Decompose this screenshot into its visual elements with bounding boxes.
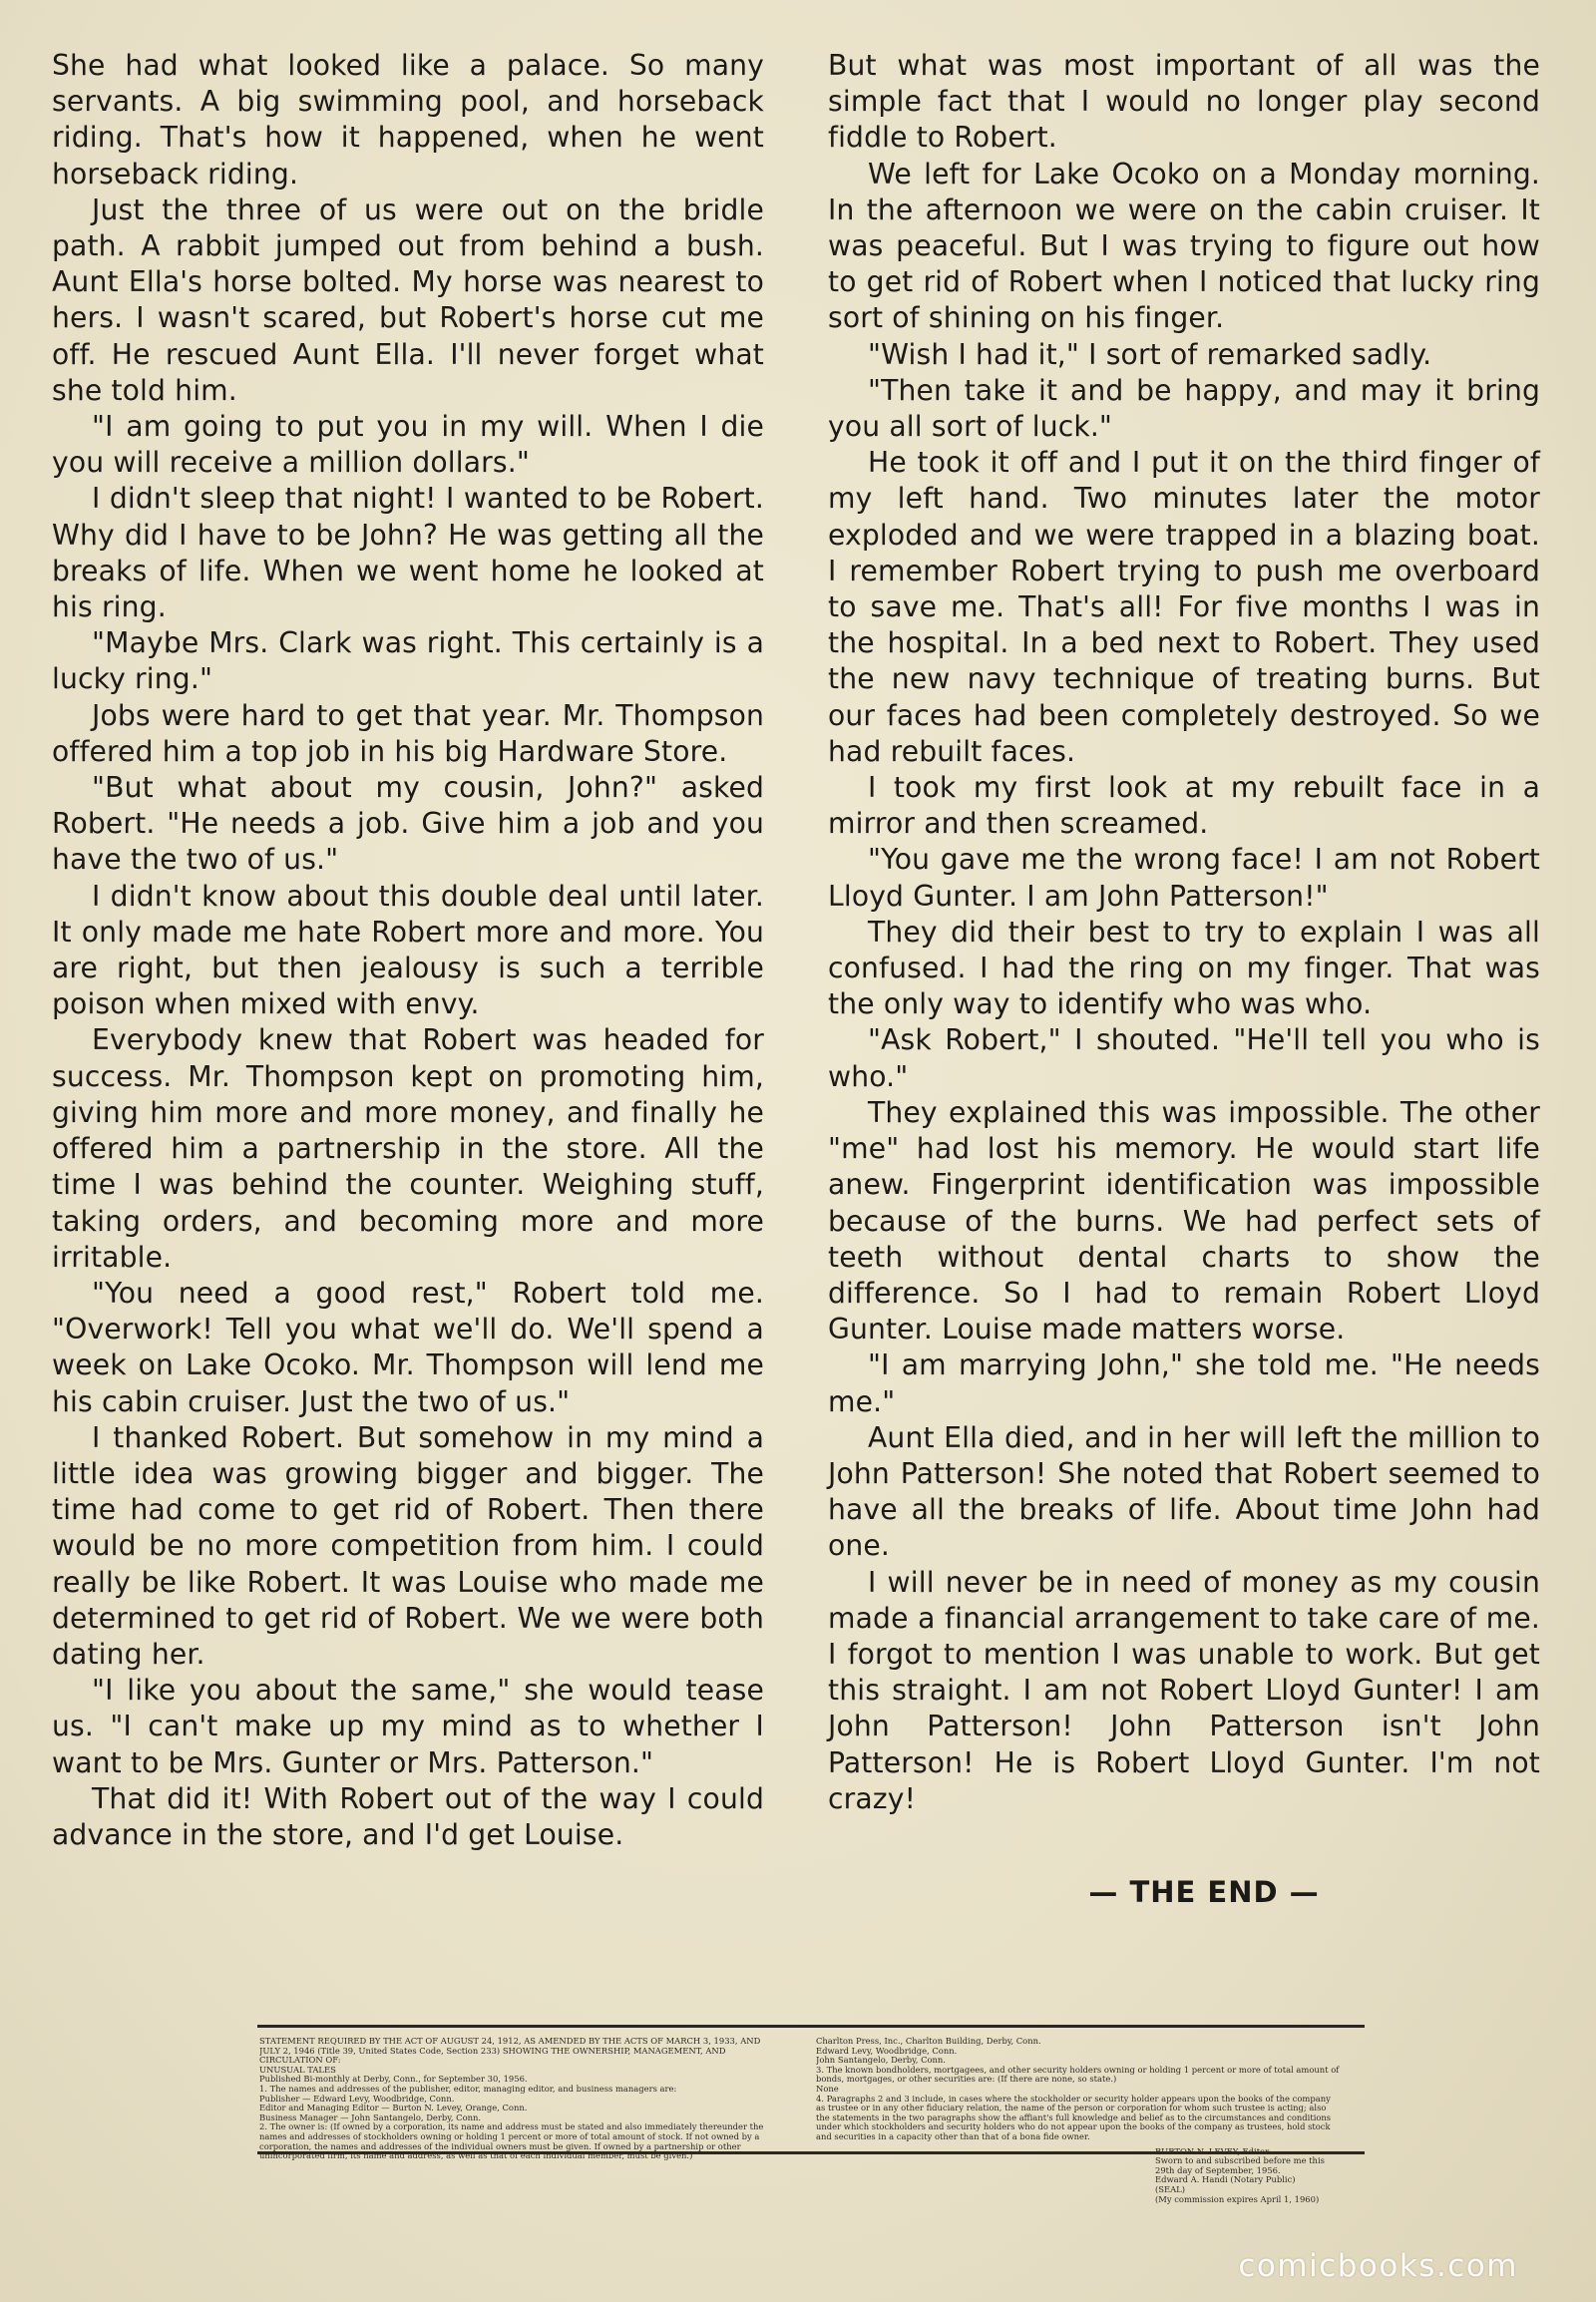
story-paragraph: "I am going to put you in my will. When I die you will receive a million dollars." (52, 410, 764, 480)
the-end-label: — THE END — (1088, 1874, 1320, 1909)
statement-line: UNUSUAL TALES (259, 2065, 336, 2075)
story-text (52, 48, 1548, 1943)
statement-line: Charlton Press, Inc., Charlton Building, Derby, Conn. (816, 2037, 1041, 2046)
signature-line: (My commission expires April 1, 1960) (1155, 2194, 1320, 2204)
statement-line: Editor and Managing Editor — Burton N. Levey, Orange, Conn. (259, 2104, 528, 2113)
story-paragraph: Aunt Ella died, and in her will left the million to John Patterson! She noted that Robert seemed to have all the breaks of life. About time John had one. (828, 1420, 1540, 1563)
story-paragraph: I will never be in need of money as my cousin made a financial arrangement to take care of me. I forgot to mention I was unable to work. But get this straight. I am not Robert Lloyd Gunter! I am John Patterson! John Patterson isn't John Patterson! He is Robert Lloyd Gunter. I'm not crazy! (828, 1565, 1540, 1815)
signature-line: (SEAL) (1155, 2184, 1185, 2194)
statement-line: None (816, 2084, 839, 2094)
statement-line: 3. The known bondholders, mortgagees, and other security holders owning or holding 1 percent or more of total amount of bonds, mortgages, or other securities are: (If there are none, so state.) (816, 2065, 1340, 2085)
story-paragraph: I took my first look at my rebuilt face in a mirror and then screamed. (828, 771, 1540, 841)
signature-line: Sworn to and subscribed before me this 29th day of September, 1956. (1155, 2156, 1325, 2175)
signature-line: BURTON N. LEVEY, Editor (1155, 2146, 1270, 2156)
story-paragraph: That did it! With Robert out of the way I could advance in the store, and I'd get Louise. (52, 1781, 764, 1851)
story-paragraph: They did their best to try to explain I was all confused. I had the ring on my finger. That was the only way to identify who was who. (828, 915, 1540, 1021)
story-paragraph: We left for Lake Ocoko on a Monday morning. In the afternoon we were on the cabin cruiser. It was peaceful. But I was trying to figure out how to get rid of Robert when I noticed that lucky ring sort of shining on his finger. (828, 157, 1540, 335)
story-paragraph: I thanked Robert. But somehow in my mind a little idea was growing bigger and bigger. The time had come to get rid of Robert. Then there would be no more competition from him. I could really be like Robert. It was Louise who made me determined to get rid of Robert. We we were both dating her. (52, 1420, 764, 1671)
story-paragraph: "You gave me the wrong face! I am not Robert Lloyd Gunter. I am John Patterson!" (828, 843, 1540, 913)
statement-signature (816, 2147, 1340, 2205)
statement-line: John Santangelo, Derby, Conn. (816, 2056, 946, 2066)
statement-column-right (816, 2037, 1340, 2204)
signature-line: Edward A. Handi (Notary Public) (1155, 2175, 1296, 2185)
story-paragraph: I didn't know about this double deal until later. It only made me hate Robert more and more. You are right, but then jealousy is such a terrible poison when mixed with envy. (52, 879, 764, 1021)
story-paragraph: "Wish I had it," I sort of remarked sadly. (868, 337, 1432, 371)
story-paragraph: I didn't sleep that night! I wanted to be Robert. Why did I have to be John? He was getting all the breaks of life. When we went home he looked at his ring. (52, 482, 764, 624)
story-paragraph: "I am marrying John," she told me. "He needs me." (828, 1348, 1540, 1418)
story-paragraph: Jobs were hard to get that year. Mr. Thompson offered him a top job in his big Hardware Store. (52, 698, 764, 768)
site-watermark: comicbooks.com (1238, 2248, 1518, 2284)
story-paragraph: "Then take it and be happy, and may it bring you all sort of luck." (828, 373, 1540, 444)
story-paragraphs-right (828, 157, 1540, 1817)
story-paragraph: She had what looked like a palace. So many servants. A big swimming pool, and horseback riding. That's how it happened, when he went horseback riding. (52, 49, 764, 191)
story-column-right (828, 48, 1540, 1909)
statement-right-text (816, 2037, 1340, 2142)
story-paragraph: Everybody knew that Robert was headed for success. Mr. Thompson kept on promoting him, giving him more and more money, and finally he offered him a partnership in the store. All the time I was behind the counter. Weighing stuff, taking orders, and becoming more and more irritable. (52, 1023, 764, 1274)
statement-line: 4. Paragraphs 2 and 3 include, in cases where the stockholder or security holder appears upon the books of the company as trustee or in any other fiduciary relation, the name of the person or corporation for whom such trustee is acting; also the statements in the two paragraphs show the affiant's full knowledge and belief as to the circumstances and conditions under which stockholders and security holders who do not appear upon the books of the company as trustees, hold stock and securities in a capacity other than that of a bona fide owner. (816, 2094, 1332, 2141)
story-paragraph: They explained this was impossible. The other "me" had lost his memory. He would start life anew. Fingerprint identification was impossible because of the burns. We had perfect sets of teeth without dental charts to show the difference. So I had to remain Robert Lloyd Gunter. Louise made matters worse. (828, 1095, 1540, 1346)
statement-column-left (259, 2037, 783, 2161)
story-column-left (52, 48, 764, 1853)
statement-line: Business Manager — John Santangelo, Derby, Conn. (259, 2112, 482, 2122)
story-paragraph: "Maybe Mrs. Clark was right. This certainly is a lucky ring." (52, 626, 764, 696)
story-paragraph: But what was most important of all was the simple fact that I would no longer play second fiddle to Robert. (828, 49, 1540, 155)
statement-line: Published Bi-monthly at Derby, Conn., for September 30, 1956. (259, 2075, 528, 2085)
ownership-statement (257, 2025, 1365, 2204)
statement-line: STATEMENT REQUIRED BY THE ACT OF AUGUST 24, 1912, AS AMENDED BY THE ACTS OF MARCH 3, 1933, AND JULY 2, 1946 (Title 39, United States Code, Section 233) SHOWING THE OWNERSHIP, MANAGEMENT, AND CIRCULATION OF: (259, 2037, 761, 2066)
story-paragraph: Just the three of us were out on the bridle path. A rabbit jumped out from behind a bush. Aunt Ella's horse bolted. My horse was nearest to hers. I wasn't scared, but Robert's horse cut me off. He rescued Aunt Ella. I'll never forget what she told him. (52, 192, 764, 407)
statement-line: 2. The owner is: (If owned by a corporation, its name and address must be stated and also immediately thereunder the names and addresses of stockholders owning or holding 1 percent or more of total amount of stock. If not owned by a corporation, the names and addresses of the individual owners must be given. If owned by a partnership or other unincorporated firm, its name and address, as well as that of each individual member, must be given.) (259, 2122, 764, 2161)
statement-line: Edward Levy, Woodbridge, Conn. (816, 2046, 958, 2056)
story-paragraph: "Ask Robert," I shouted. "He'll tell you who is who." (828, 1023, 1540, 1093)
story-paragraph: "You need a good rest," Robert told me. "Overwork! Tell you what we'll do. We'll spend a week on Lake Ocoko. Mr. Thompson will lend me his cabin cruiser. Just the two of us." (52, 1276, 764, 1418)
story-paragraph: He took it off and I put it on the third finger of my left hand. Two minutes later the motor exploded and we were trapped in a blazing boat. I remember Robert trying to push me overboard to save me. That's all! For five months I was in the hospital. In a bed next to Robert. They used the new navy technique of treating burns. But our faces had been completely destroyed. So we had rebuilt faces. (828, 446, 1540, 768)
story-paragraph: "I like you about the same," she would tease us. "I can't make up my mind as to whether I want to be Mrs. Gunter or Mrs. Patterson." (52, 1674, 764, 1779)
statement-line: 1. The names and addresses of the publisher, editor, managing editor, and business managers are: (259, 2084, 677, 2094)
statement-line: Publisher — Edward Levy, Woodbridge, Conn. (259, 2094, 455, 2104)
story-paragraph: "But what about my cousin, John?" asked Robert. "He needs a job. Give him a job and you have the two of us." (52, 771, 764, 877)
